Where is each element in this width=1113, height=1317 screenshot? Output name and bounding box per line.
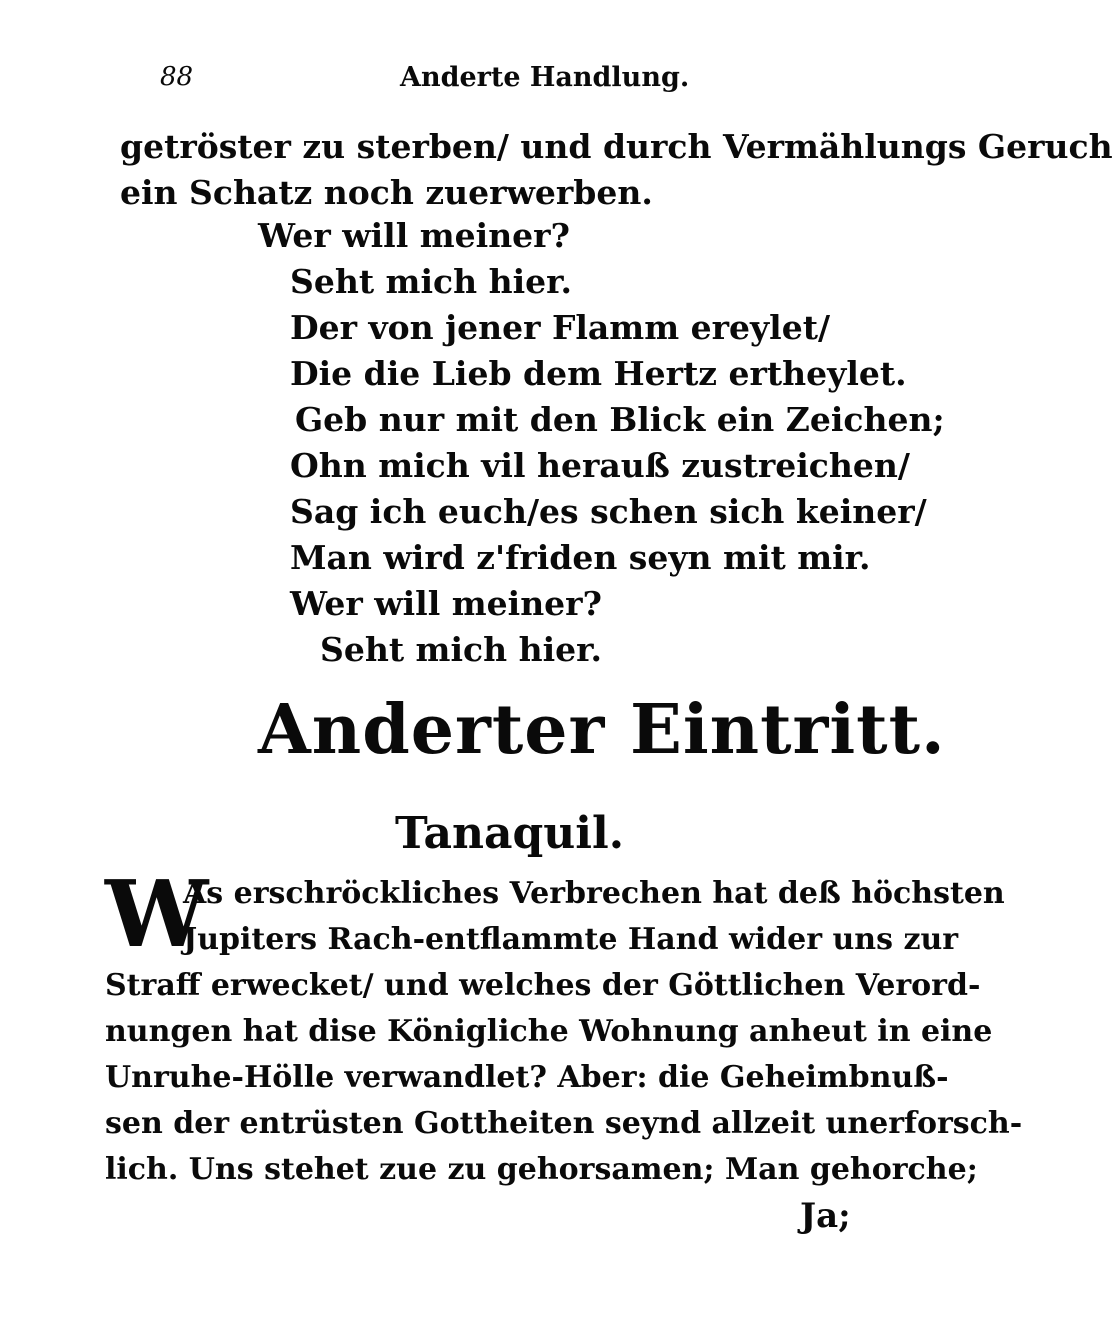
speech-line: nungen hat dise Königliche Wohnung anheut in eine bbox=[105, 1014, 993, 1049]
verse-line: Ohn mich vil herauß zustreichen/ bbox=[290, 446, 910, 485]
drop-cap: W bbox=[105, 860, 209, 968]
verse-line: Wer will meiner? bbox=[290, 584, 602, 623]
verse-line: Geb nur mit den Blick ein Zeichen; bbox=[295, 400, 945, 439]
running-head: Anderte Handlung. bbox=[400, 62, 690, 93]
speech-line: lich. Uns stehet zue zu gehorsamen; Man gehorche; bbox=[105, 1152, 978, 1187]
prose-line: getröster zu sterben/ und durch Vermählungs Geruch bbox=[120, 127, 1113, 166]
verse-line: Wer will meiner? bbox=[258, 216, 570, 255]
verse-line: Seht mich hier. bbox=[320, 630, 602, 669]
verse-line: Seht mich hier. bbox=[290, 262, 572, 301]
catchword: Ja; bbox=[800, 1196, 851, 1236]
page-number: 88 bbox=[160, 62, 194, 92]
verse-line: Sag ich euch/es schen sich keiner/ bbox=[290, 492, 927, 531]
speaker-name: Tanaquil. bbox=[395, 808, 625, 859]
verse-line: Der von jener Flamm ereylet/ bbox=[290, 308, 831, 347]
speech-line: As erschröckliches Verbrechen hat deß höchsten bbox=[183, 876, 1005, 911]
prose-line: ein Schatz noch zuerwerben. bbox=[120, 173, 653, 212]
verse-line: Man wird z'friden seyn mit mir. bbox=[290, 538, 871, 577]
speech-line: Jupiters Rach-entflammte Hand wider uns zur bbox=[183, 922, 959, 957]
prose-continuation bbox=[120, 124, 1113, 216]
speech-line: sen der entrüsten Gottheiten seynd allzeit unerforsch- bbox=[105, 1106, 1023, 1141]
speech-line: Straff erwecket/ und welches der Göttlichen Verord- bbox=[105, 968, 981, 1003]
speech-line: Unruhe-Hölle verwandlet? Aber: die Geheimbnuß- bbox=[105, 1060, 949, 1095]
verse-line: Die die Lieb dem Hertz ertheylet. bbox=[290, 354, 907, 393]
section-heading: Anderter Eintritt. bbox=[258, 690, 946, 770]
